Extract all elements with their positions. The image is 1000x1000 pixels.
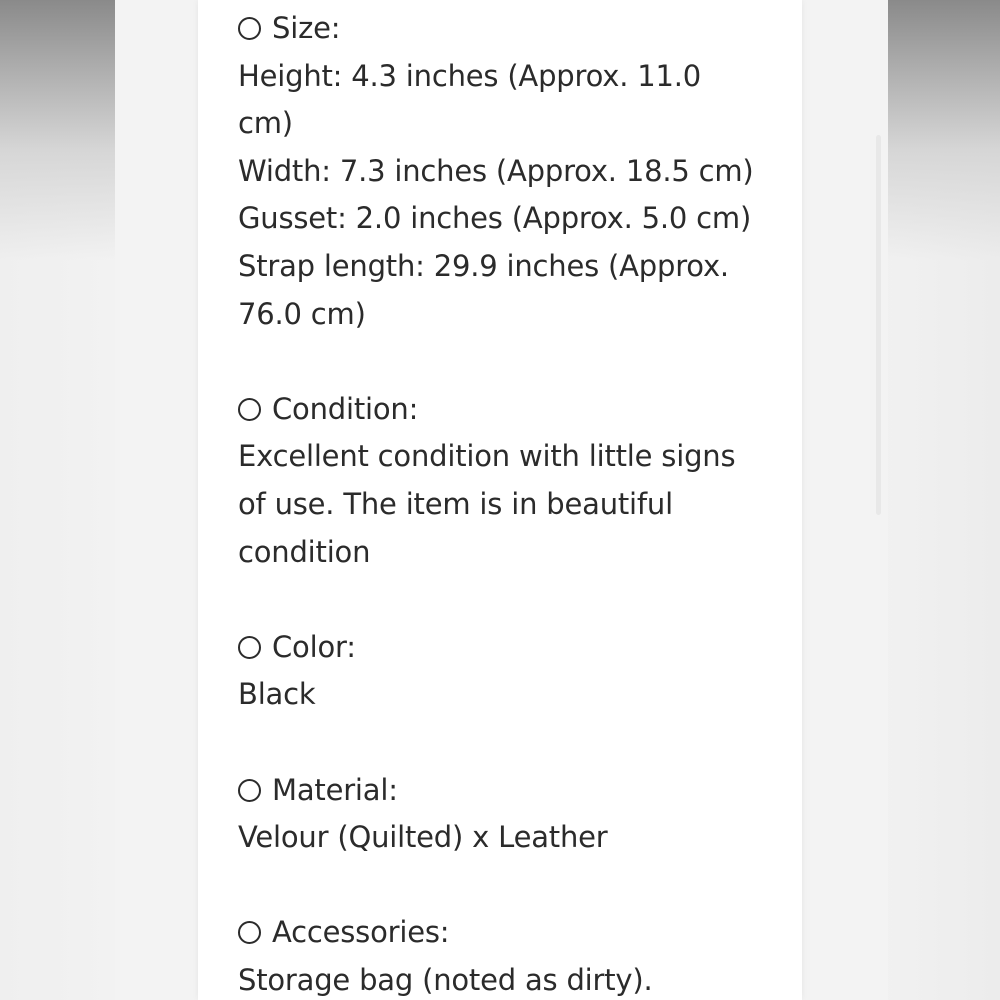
circle-outline-icon xyxy=(238,17,261,40)
material-section xyxy=(238,767,778,862)
size-strap-line-cont: 76.0 cm) xyxy=(238,296,366,331)
size-height-line-cont: cm) xyxy=(238,106,293,141)
size-gusset-line: Gusset: 2.0 inches (Approx. 5.0 cm) xyxy=(238,201,752,236)
color-heading-label: Color: xyxy=(272,629,356,664)
scrollbar[interactable] xyxy=(876,135,881,515)
left-edge-shadow xyxy=(0,0,115,260)
condition-line: Excellent condition with little signs xyxy=(238,439,736,474)
size-heading xyxy=(238,5,778,53)
circle-outline-icon xyxy=(238,398,261,421)
condition-line: condition xyxy=(238,534,371,569)
description-card xyxy=(198,0,802,1000)
size-heading-label: Size: xyxy=(272,11,341,45)
material-value: Velour (Quilted) x Leather xyxy=(238,820,608,855)
material-heading-label: Material: xyxy=(272,772,398,807)
size-section xyxy=(238,5,778,338)
condition-line: of use. The item is in beautiful xyxy=(238,486,673,521)
condition-heading xyxy=(238,386,778,434)
material-heading xyxy=(238,767,778,815)
right-edge-shadow xyxy=(885,0,1000,260)
accessories-heading-label: Accessories: xyxy=(272,915,450,950)
circle-outline-icon xyxy=(238,921,261,944)
accessories-heading xyxy=(238,909,778,957)
circle-outline-icon xyxy=(238,779,261,802)
accessories-value: Storage bag (noted as dirty). xyxy=(238,962,653,997)
color-section xyxy=(238,624,778,719)
color-heading xyxy=(238,624,778,672)
color-value: Black xyxy=(238,677,316,712)
accessories-section xyxy=(238,909,778,1000)
item-description xyxy=(238,5,778,1000)
size-strap-line: Strap length: 29.9 inches (Approx. xyxy=(238,248,729,283)
size-height-line: Height: 4.3 inches (Approx. 11.0 xyxy=(238,58,701,93)
size-width-line: Width: 7.3 inches (Approx. 18.5 cm) xyxy=(238,153,754,188)
condition-heading-label: Condition: xyxy=(272,391,419,426)
circle-outline-icon xyxy=(238,636,261,659)
condition-section xyxy=(238,386,778,576)
